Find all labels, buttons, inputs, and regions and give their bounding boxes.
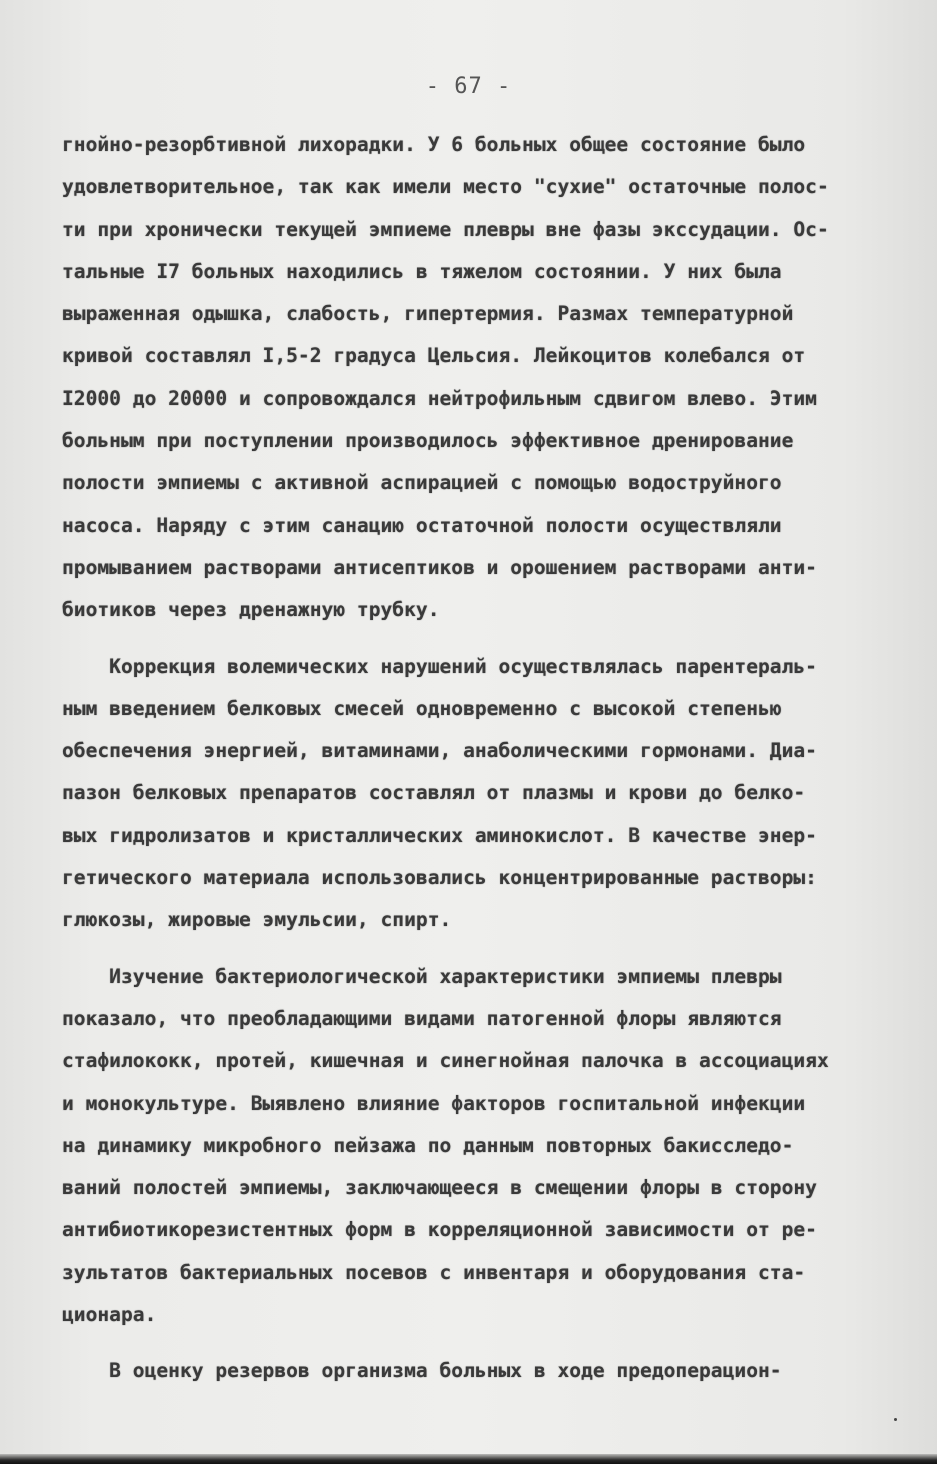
text-line: и монокультуре. Выявлено влияние факторов госпитальной инфекции [62, 1091, 806, 1115]
text-line: больным при поступлении производилось эффективное дренирование [62, 429, 794, 453]
text-line: Коррекция волемических нарушений осуществлялась парентераль- [62, 654, 817, 678]
text-line: биотиков через дренажную трубку. [62, 598, 440, 622]
text-line: полости эмпиемы с активной аспирацией с помощью водоструйного [62, 471, 782, 495]
text-line: ваний полостей эмпиемы, заключающееся в смещении флоры в сторону [62, 1176, 817, 1200]
text-line: пазон белковых препаратов составлял от плазмы и крови до белко- [62, 781, 806, 805]
text-line: гнойно-резорбтивной лихорадки. У 6 больных общее состояние было [62, 133, 806, 156]
text-line: В оценку резервов организма больных в ходе предоперацион- [62, 1359, 782, 1383]
text-line: зультатов бактериальных посевов с инвентаря и оборудования ста- [62, 1260, 806, 1284]
text-line: антибиотикорезистентных форм в корреляционной зависимости от ре- [62, 1218, 817, 1242]
text-line: насоса. Наряду с этим санацию остаточной полости осуществляли [62, 513, 782, 537]
text-line: удовлетворительное, так как имели место "сухие" остаточные полос- [62, 175, 829, 199]
text-line: ционара. [62, 1303, 157, 1327]
scan-speck [894, 1418, 897, 1421]
text-line: стафилококк, протей, кишечная и синегнойная палочка в ассоциациях [62, 1049, 829, 1073]
text-line: ным введением белковых смесей одновременно с высокой степенью [62, 696, 782, 720]
text-line: гетического материала использовались концентрированные растворы: [62, 866, 817, 890]
page-number: - 67 - [425, 74, 512, 99]
text-line: глюкозы, жировые эмульсии, спирт. [62, 908, 452, 932]
text-line: выраженная одышка, слабость, гипертермия. Размах температурной [62, 302, 794, 326]
paragraph-gap [62, 942, 902, 956]
text-line: Изучение бактериологической характеристики эмпиемы плевры [62, 964, 782, 988]
text-line: на динамику микробного пейзажа по данным повторных бакисследо- [62, 1133, 794, 1157]
text-line: показало, что преобладающими видами патогенной флоры являются [62, 1006, 782, 1030]
text-line: ти при хронически текущей эмпиеме плевры вне фазы эксcудации. Ос- [62, 217, 829, 241]
text-line: кривой составлял I,5-2 градуса Цельсия. Лейкоцитов колебался от [62, 344, 806, 368]
scan-bottom-edge [0, 1454, 937, 1464]
paragraph-gap [62, 632, 902, 646]
text-line: промыванием растворами антисептиков и орошением растворами анти- [62, 555, 817, 579]
text-line: вых гидролизатов и кристаллических аминокислот. В качестве энер- [62, 823, 817, 847]
text-line: обеспечения энергией, витаминами, анаболическими гормонами. Диа- [62, 739, 817, 763]
paragraph-gap [62, 1336, 902, 1350]
text-line: I2000 до 20000 и сопровождался нейтрофильным сдвигом влево. Этим [62, 386, 817, 410]
body-text [62, 124, 902, 1393]
text-line: тальные I7 больных находились в тяжелом состоянии. У них была [62, 259, 782, 283]
